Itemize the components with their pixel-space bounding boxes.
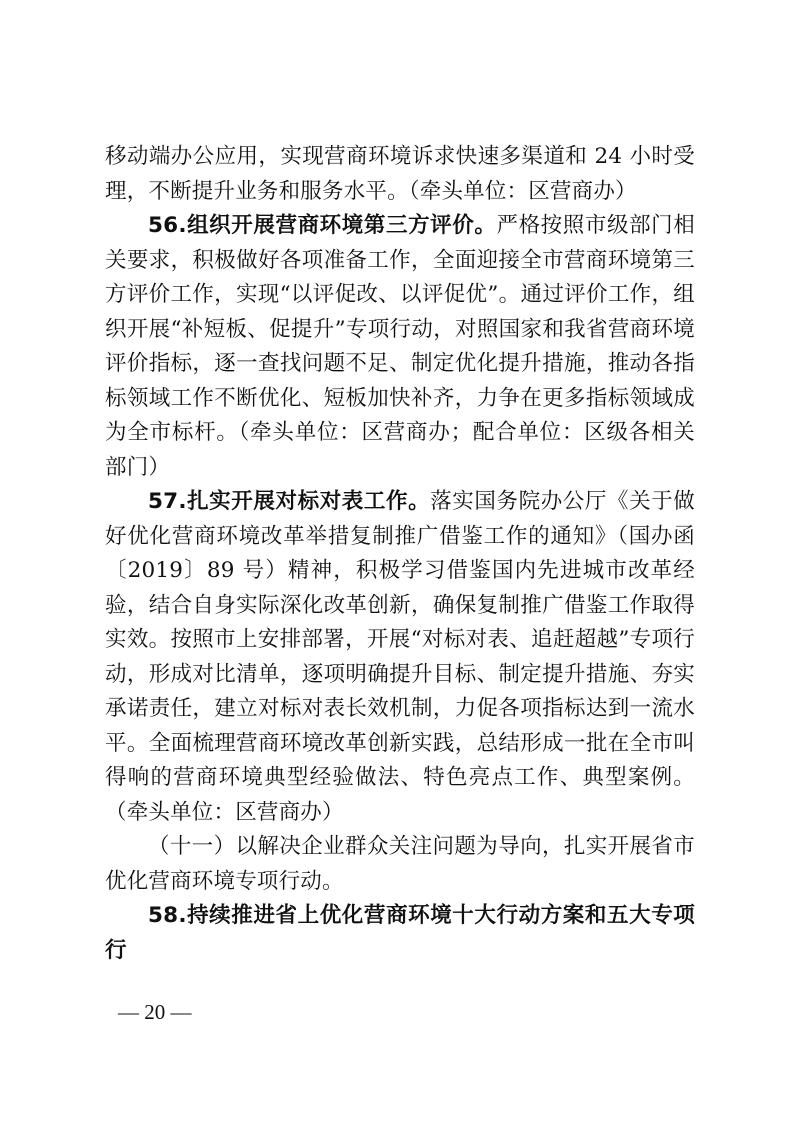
paragraph-text: 严格按照市级部门相关要求，积极做好各项准备工作，全面迎接全市营商环境第三方评价工作，实现“以评促改、以评促优”。通过评价工作，组织开展“补短板、促提升”专项行动，对照国家和我省营商环境评价指标，逐一查找问题不足、制定优化提升措施，推动各指标领域工作不断优化、短板加快补齐，力争在更多指标领域成为全市标杆。（牵头单位：区营商办；配合单位：区级各相关部门） xyxy=(105,213,695,480)
paragraph-continuation xyxy=(105,140,695,209)
item-heading: 58.持续推进省上优化营商环境十大行动方案和五大专项行 xyxy=(105,903,695,963)
paragraph-text: 落实国务院办公厅《关于做好优化营商环境改革举措复制推广借鉴工作的通知》（国办函〔2019〕89 号）精神，积极学习借鉴国内先进城市改革经验，结合自身实际深化改革创新，确保复制推广借鉴工作取得实效。按照市上安排部署，开展“对标对表、追赶超越”专项行动，形成对比清单，逐项明确提升目标、制定提升措施、夯实承诺责任，建立对标对表长效机制，力促各项指标达到一流水平。全面梳理营商环境改革创新实践，总结形成一批在全市叫得响的营商环境典型经验做法、特色亮点工作、典型案例。（牵头单位：区营商办） xyxy=(105,489,696,825)
paragraph-item-58 xyxy=(105,899,695,968)
item-heading: 56.组织开展营商环境第三方评价。 xyxy=(148,213,497,238)
page-number: — 20 — xyxy=(118,1000,192,1024)
paragraph-section-11 xyxy=(105,830,695,899)
paragraph-text: （十一）以解决企业群众关注问题为导向，扎实开展省市优化营商环境专项行动。 xyxy=(105,834,695,894)
paragraph-item-57 xyxy=(105,485,695,830)
paragraph-text: 移动端办公应用，实现营商环境诉求快速多渠道和 24 小时受理，不断提升业务和服务水平。（牵头单位：区营商办） xyxy=(105,144,695,204)
paragraph-item-56 xyxy=(105,209,695,485)
item-heading: 57.扎实开展对标对表工作。 xyxy=(148,489,431,514)
body-text xyxy=(105,140,695,968)
